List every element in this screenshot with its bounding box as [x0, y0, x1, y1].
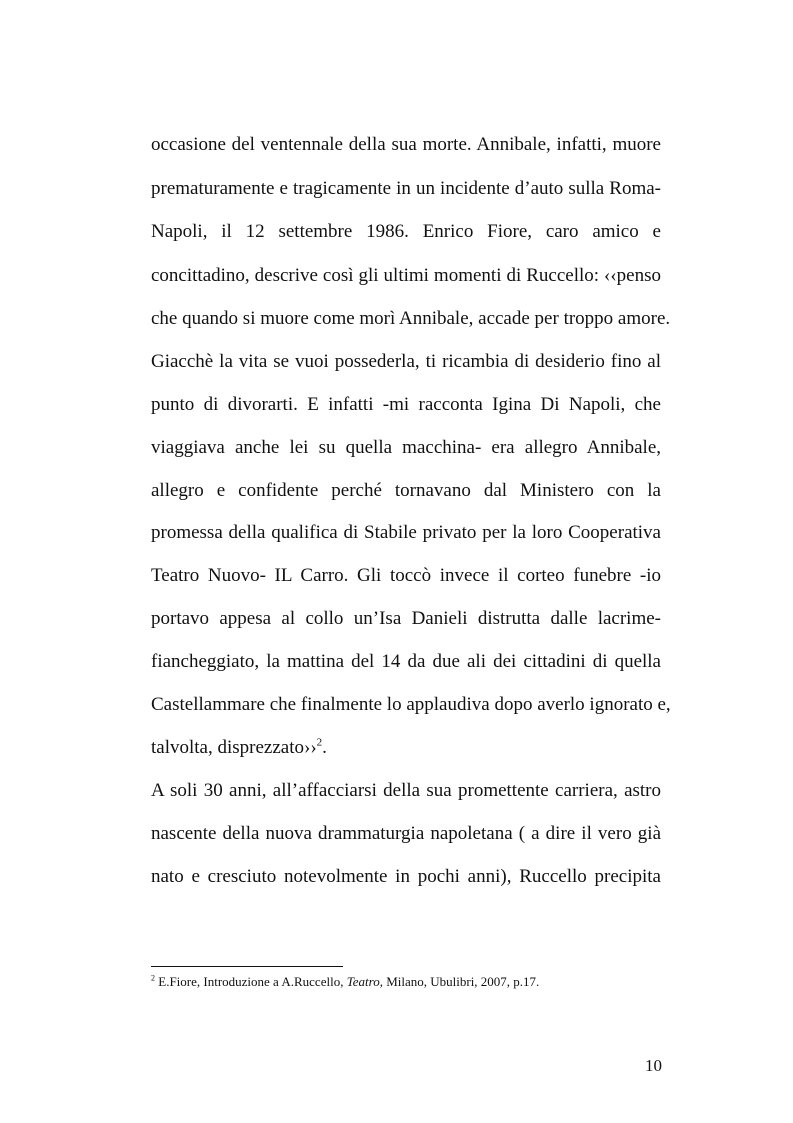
body-line: fiancheggiato, la mattina del 14 da due ali dei cittadini di quella [151, 651, 661, 672]
footnote-reference[interactable]: 2 [316, 736, 323, 749]
body-line: nascente della nuova drammaturgia napoletana ( a dire il vero già [151, 823, 661, 844]
quote-end-line [151, 737, 661, 759]
body-line: Napoli, il 12 settembre 1986. Enrico Fiore, caro amico e [151, 221, 661, 242]
body-line: A soli 30 anni, all’affacciarsi della sua promettente carriera, astro [151, 780, 661, 801]
body-line: viaggiava anche lei su quella macchina- era allegro Annibale, [151, 437, 661, 458]
body-line: concittadino, descrive così gli ultimi momenti di Ruccello: ‹‹penso [151, 265, 661, 286]
body-line: nato e cresciuto notevolmente in pochi anni), Ruccello precipita [151, 866, 661, 887]
footnote-text-before: E.Fiore, Introduzione a A.Ruccello, [155, 974, 347, 989]
body-line: Teatro Nuovo- IL Carro. Gli toccò invece il corteo funebre -io [151, 565, 661, 586]
footnote-separator [151, 966, 343, 967]
footnote-title: Teatro, [346, 974, 383, 989]
footnote-number: 2 [151, 973, 155, 983]
footnote [151, 974, 671, 990]
sentence-end: . [322, 737, 327, 758]
body-line: punto di divorarti. E infatti -mi racconta Igina Di Napoli, che [151, 394, 661, 415]
body-line: Giacchè la vita se vuoi possederla, ti ricambia di desiderio fino al [151, 351, 661, 372]
body-line: Castellammare che finalmente lo applaudiva dopo averlo ignorato e, [151, 694, 671, 715]
body-line: occasione del ventennale della sua morte. Annibale, infatti, muore [151, 134, 661, 155]
body-line: promessa della qualifica di Stabile privato per la loro Cooperativa [151, 522, 661, 543]
body-line: portavo appesa al collo un’Isa Danieli distrutta dalle lacrime- [151, 608, 661, 629]
page-number: 10 [645, 1056, 662, 1075]
quote-end-text: talvolta, disprezzato›› [151, 737, 317, 758]
footnote-text-after: Milano, Ubulibri, 2007, p.17. [382, 974, 540, 989]
body-line: prematuramente e tragicamente in un incidente d’auto sulla Roma- [151, 178, 661, 199]
body-line: che quando si muore come morì Annibale, accade per troppo amore. [151, 308, 671, 329]
body-line: allegro e confidente perché tornavano dal Ministero con la [151, 480, 661, 501]
